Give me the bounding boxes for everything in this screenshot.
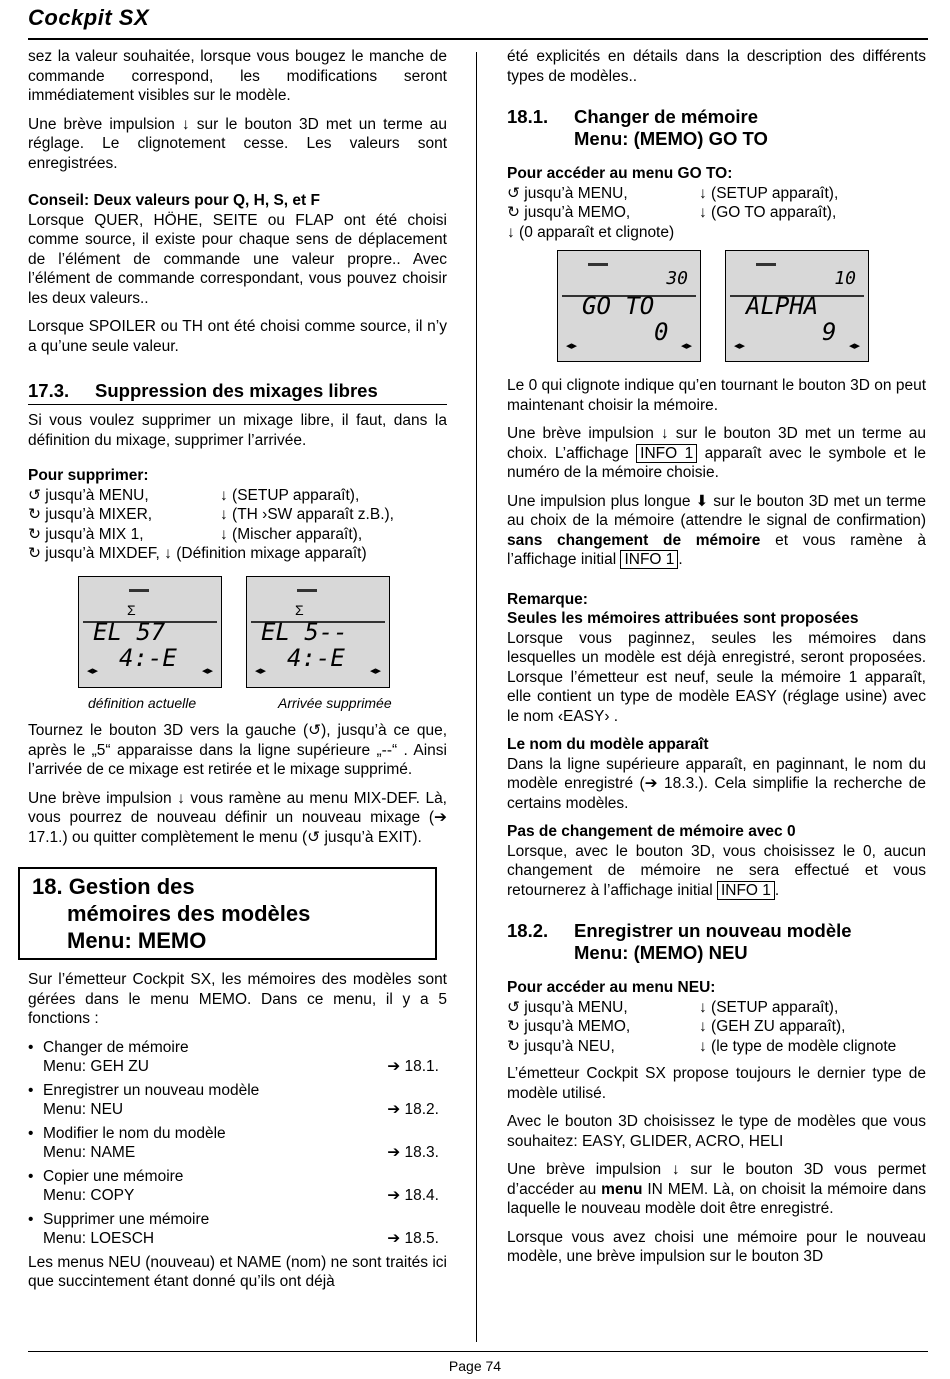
list-item: • Modifier le nom du modèle Menu: NAME ➔ 18.3. — [28, 1124, 439, 1161]
list-item: • Supprimer une mémoire Menu: LOESCH ➔ 18.5. — [28, 1210, 439, 1247]
step-row: ↺ jusqu’à MENU, ↓ (SETUP apparaît), — [507, 184, 839, 202]
access-steps — [507, 998, 926, 1057]
section-18-1-heading: 18.1. Changer de mémoire Menu: (MEMO) GO TO — [507, 106, 768, 149]
remark-title: Remarque: — [507, 590, 588, 608]
paragraph: Sur l’émetteur Cockpit SX, les mémoires des modèles sont gérées dans le menu MEMO. Dans ce menu, il y a 5 fonctions : — [28, 971, 447, 1027]
delete-steps — [28, 486, 447, 564]
trim-right-icon: ◂▸ — [848, 339, 860, 352]
function-list — [28, 1038, 447, 1249]
paragraph: Une brève impulsion ↓ sur le bouton 3D vous permet d’accéder au menu IN MEM. Là, on choisit la mémoire dans laquelle le nouveau modèle doit être enregistré. — [507, 1161, 926, 1217]
access-title: Pour accéder au menu GO TO: — [507, 165, 733, 182]
step-row: ↻ jusqu’à NEU, ↓ (le type de modèle clignote — [507, 1037, 897, 1055]
caption-current: définition actuelle — [88, 694, 197, 711]
page-header-title: Cockpit SX — [28, 5, 150, 30]
trim-left-icon: ◂▸ — [255, 665, 267, 677]
left-column — [28, 47, 447, 1301]
step-row: ↻ jusqu’à MEMO, ↓ (GEH ZU apparaît), — [507, 1018, 846, 1035]
paragraph: Les menus NEU (nouveau) et NAME (nom) ne sont traités ici que succintement étant donné qu’ils ont déjà — [28, 1253, 447, 1290]
paragraph: Lorsque vous avez choisi une mémoire pour le nouveau modèle, une brève impulsion sur le bouton 3D — [507, 1228, 926, 1265]
step-row: ↻ jusqu’à MIXDEF, ↓ (Définition mixage apparaît) — [28, 545, 367, 562]
trim-right-icon: ◂▸ — [369, 665, 381, 677]
step-row: ↻ jusqu’à MIX 1, ↓ (Mischer apparaît), — [28, 525, 363, 543]
section-title: Suppression des mixages libres — [95, 380, 378, 401]
step-row: ↺ jusqu’à MENU, ↓ (SETUP apparaît), — [507, 998, 839, 1016]
trim-left-icon: ◂▸ — [566, 339, 578, 352]
list-item: • Copier une mémoire Menu: COPY ➔ 18.4. — [28, 1167, 439, 1204]
section-title-line2: mémoires des modèles — [67, 901, 311, 926]
info-display-label: INFO 1 — [717, 881, 775, 900]
lcd-screen-current: Σ EL 57 4:-E ◂▸ ◂▸ — [78, 576, 222, 688]
trim-right-icon: ◂▸ — [680, 339, 692, 352]
delete-steps-title: Pour supprimer: — [28, 467, 149, 484]
info-display-label: INFO 1 — [636, 444, 697, 463]
lcd-screen-deleted: Σ EL 5-- 4:-E ◂▸ ◂▸ — [246, 576, 390, 688]
paragraph: L’émetteur Cockpit SX propose toujours le dernier type de modèle utilisé. — [507, 1065, 926, 1102]
paragraph: Tournez le bouton 3D vers la gauche (↺), jusqu’à ce que, après le „5“ apparaisse dans la ligne supérieure „--“ . Ainsi l’arrivée de ce mixage est retirée et le mixage supprimé. — [28, 722, 447, 778]
subheading: Pas de changement de mémoire avec 0 — [507, 823, 796, 840]
tip-title: Conseil: Deux valeurs pour Q, H, S, et F — [28, 192, 320, 209]
remark-subtitle: Seules les mémoires attribuées sont proposées — [507, 610, 859, 627]
step-row: ↓ (0 apparaît et clignote) — [507, 223, 675, 241]
paragraph: Une brève impulsion ↓ vous ramène au menu MIX-DEF. Là, vous pourrez de nouveau définir un nouveau mixage (➔ 17.1.) ou quitter complètement le menu (↺ jusqu’à EXIT). — [28, 789, 447, 846]
paragraph: Lorsque SPOILER ou TH ont été choisi comme source, il n’y a qu’une seule valeur. — [28, 318, 447, 355]
paragraph: Une impulsion plus longue ⬇ sur le bouton 3D met un terme au choix de la mémoire (attendre le signal de confirmation) sans changement de mémoire et vous ramène à l’affichage initial INFO 1 . — [507, 492, 927, 568]
paragraph: Avec le bouton 3D choisissez le type de modèles que vous souhaitez: EASY, GLIDER, ACRO, HELI — [507, 1113, 926, 1150]
trim-left-icon: ◂▸ — [734, 339, 746, 352]
list-item: • Changer de mémoire Menu: GEH ZU ➔ 18.1. — [28, 1038, 439, 1075]
paragraph: sez la valeur souhaitée, lorsque vous bougez le manche de commande correspond, les modifications seront immédiatement visibles sur le modèle. — [28, 48, 447, 104]
caption-deleted: Arrivée supprimée — [278, 694, 392, 711]
page-number: Page 74 — [448, 1358, 502, 1374]
access-steps — [507, 184, 926, 243]
lcd-screen-goto: 30 GO TO 0 ◂▸ ◂▸ — [557, 250, 701, 362]
trim-left-icon: ◂▸ — [87, 665, 99, 677]
paragraph: Si vous voulez supprimer un mixage libre, il faut, dans la définition du mixage, supprimer l’arrivée. — [28, 412, 447, 449]
paragraph: Une brève impulsion ↓ sur le bouton 3D met un terme au choix. L’affichage INFO 1 apparaît avec le symbole et le numéro de la mémoire choisie. — [507, 425, 926, 481]
step-row: ↻ jusqu’à MEMO, ↓ (GO TO apparaît), — [507, 204, 837, 221]
lcd-figures-mix — [78, 576, 447, 688]
access-title: Pour accéder au menu NEU: — [507, 979, 716, 996]
list-item: • Enregistrer un nouveau modèle Menu: NEU ➔ 18.2. — [28, 1081, 439, 1118]
section-18-2-heading: 18.2. Enregistrer un nouveau modèle Menu: (MEMO) NEU — [507, 920, 852, 963]
paragraph: Le 0 qui clignote indique qu’en tournant le bouton 3D on peut maintenant choisir la mémoire. — [507, 377, 926, 414]
section-title-line1: Gestion des — [68, 874, 195, 899]
tip-text: Lorsque QUER, HÖHE, SEITE ou FLAP ont été choisi comme source, il existe pour chaque sens de déplacement de l’élément de commande une valeur propre.. Avec l’élément de commande correspondant, vous pouvez choisir les deux valeurs.. — [28, 211, 447, 307]
header-rule — [28, 38, 928, 40]
paragraph: Une brève impulsion ↓ sur le bouton 3D met un terme au réglage. Le clignotement cesse. Les valeurs sont enregistrées. — [28, 115, 447, 172]
info-display-label: INFO 1 — [620, 550, 678, 569]
paragraph: Dans la ligne supérieure apparaît, en paginnant, le nom du modèle enregistré (➔ 18.3.). Cela simplifie la recherche de certains modèles. — [507, 755, 926, 812]
subheading: Le nom du modèle apparaît — [507, 736, 709, 753]
step-row: ↻ jusqu’à MIXER, ↓ (TH ›SW apparaît z.B.), — [28, 506, 394, 523]
lcd-screen-alpha: 10 ALPHA 9 ◂▸ ◂▸ — [725, 250, 869, 362]
paragraph: Lorsque, avec le bouton 3D, vous choisissez le 0, aucun changement de mémoire ne sera effectué et vous retournerez à l’affichage initial INFO 1 . — [507, 842, 926, 899]
column-divider — [476, 52, 477, 1342]
lcd-figures-memory — [557, 250, 926, 362]
right-column — [507, 47, 926, 1276]
section-number: 18. — [32, 874, 63, 899]
footer-rule — [28, 1351, 928, 1352]
figure-captions — [28, 694, 447, 714]
section-18-heading-box — [18, 867, 437, 960]
section-17-3-heading — [28, 380, 447, 405]
step-row: ↺ jusqu’à MENU, ↓ (SETUP apparaît), — [28, 486, 360, 504]
remark-text: Lorsque vous paginnez, seules les mémoires dans lesquelles un modèle est déjà enregistré, seront proposées. Lorsque l’émetteur est neuf, seule la mémoire 1 apparaît, elle contient un type de modèle EASY (réglage usine) avec le nom ‹EASY› . — [507, 629, 926, 725]
section-title-line3: Menu: MEMO — [67, 928, 207, 953]
section-number: 17.3. — [28, 380, 70, 401]
paragraph: été explicités en détails dans la description des différents types de modèles.. — [507, 48, 926, 85]
trim-right-icon: ◂▸ — [201, 665, 213, 677]
